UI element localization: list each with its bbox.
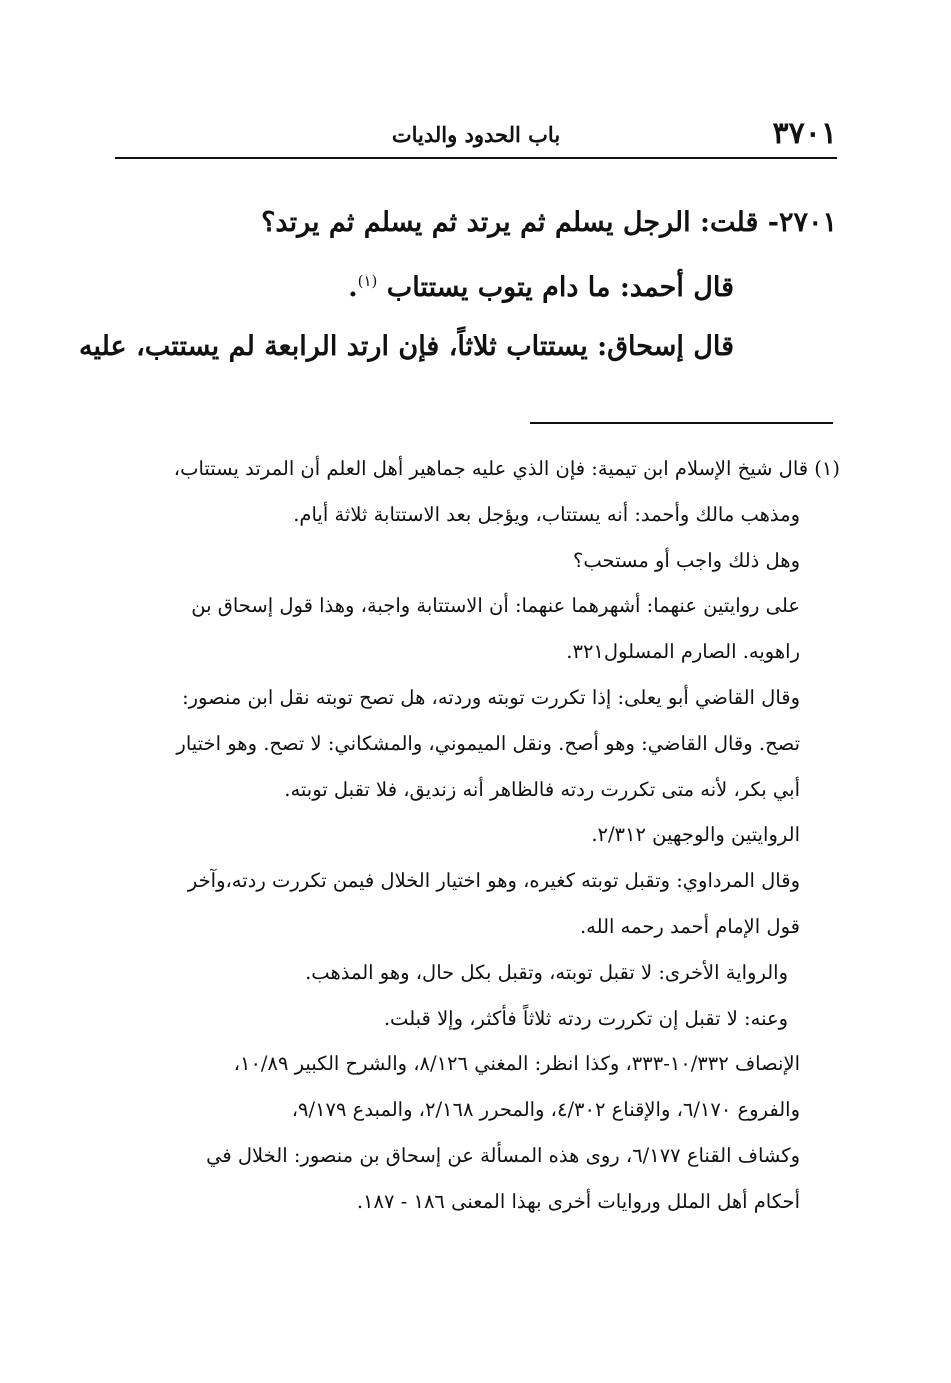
footnote-line: الروايتين والوجهين ٢/٣١٢.: [591, 823, 800, 847]
ishaq-answer-line: قال إسحاق: يستتاب ثلاثاً، فإن ارتد الرابعة لم يستتب، عليه: [79, 331, 734, 362]
footnote-line: وهل ذلك واجب أو مستحب؟: [572, 548, 800, 572]
question-line: ٢٧٠١- قلت: الرجل يسلم ثم يرتد ثم يسلم ثم يرتد؟: [261, 207, 837, 238]
ahmad-answer-text: قال أحمد: ما دام يتوب يستتاب: [386, 272, 734, 303]
footnote-line: والفروع ٦/١٧٠، والإقناع ٤/٣٠٢، والمحرر ٢/١٦٨، والمبدع ٩/١٧٩،: [291, 1098, 800, 1122]
footnote-block: [118, 446, 840, 1225]
page-number: ٣٧٠١: [772, 116, 837, 151]
footnote-line: أبي بكر، لأنه متى تكررت ردته فالظاهر أنه زنديق، فلا تقبل توبته.: [284, 777, 800, 801]
footnote-line: ومذهب مالك وأحمد: أنه يستتاب، ويؤجل بعد الاستتابة ثلاثة أيام.: [293, 502, 800, 526]
ahmad-answer-end: .: [348, 272, 358, 303]
footnote-line: قول الإمام أحمد رحمه الله.: [579, 914, 800, 938]
ahmad-answer-line: [115, 252, 837, 317]
footnote-line: وعنه: لا تقبل إن تكررت ردته ثلاثاً فأكثر، وإلا قبلت.: [383, 1006, 788, 1030]
footnote-reference: (١): [357, 272, 378, 290]
footnote-line: والرواية الأخرى: لا تقبل توبته، وتقبل بكل حال، وهو المذهب.: [305, 960, 788, 984]
footnote-line: الإنصاف ١٠/٣٣٢-٣٣٣، وكذا انظر: المغني ٨/١٢٦، والشرح الكبير ١٠/٨٩،: [233, 1052, 800, 1076]
footnote-line: وكشاف القناع ٦/١٧٧، روى هذه المسألة عن إسحاق بن منصور: الخلال في: [206, 1143, 800, 1167]
footnote-line: راهويه. الصارم المسلول٣٢١.: [566, 640, 800, 664]
footnote-line: أحكام أهل الملل وروايات أخرى بهذا المعنى ١٨٦ - ١٨٧.: [356, 1189, 800, 1213]
main-text: [79, 193, 837, 376]
footnote-separator: [530, 422, 833, 424]
footnote-line: تصح. وقال القاضي: وهو أصح. ونقل الميموني، والمشكاني: لا تصح. وهو اختيار: [176, 731, 800, 755]
header-rule: [115, 157, 837, 159]
running-title: باب الحدود والديات: [391, 122, 561, 147]
footnote-line: على روايتين عنهما: أشهرهما عنهما: أن الاستتابة واجبة، وهذا قول إسحاق بن: [191, 594, 800, 618]
footnote-line: (١) قال شيخ الإسلام ابن تيمية: فإن الذي عليه جماهير أهل العلم أن المرتد يستتاب،: [173, 457, 840, 480]
footnote-line: وقال القاضي أبو يعلى: إذا تكررت توبته وردته، هل تصح توبته نقل ابن منصور:: [182, 685, 800, 709]
page-header: [115, 112, 837, 156]
footnote-line: وقال المرداوي: وتقبل توبته كغيره، وهو اختيار الخلال فيمن تكررت ردته،وآخر: [187, 869, 800, 893]
